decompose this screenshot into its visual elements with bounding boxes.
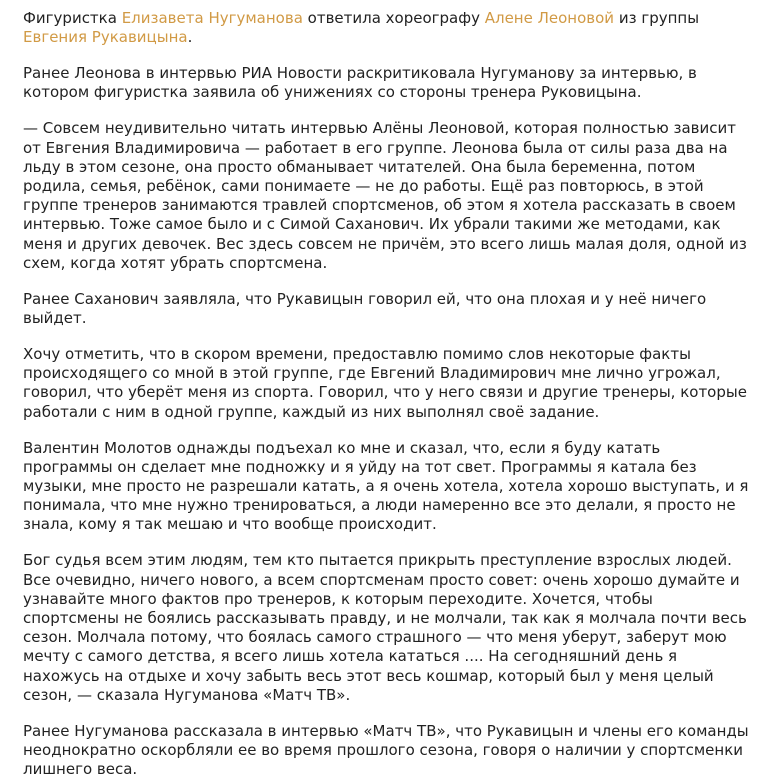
lead-text-2: ответила хореографу xyxy=(302,9,485,27)
lead-text-3: из группы xyxy=(614,9,700,27)
article-paragraph-quote-leonova: — Совсем неудивительно читать интервью Алёны Леоновой, которая полностью зависит от Евгения Владимировича — работает в его группе. Леонова была от силы раза два на льду в этом сезоне, она просто обманывает читателей. Она была беременна, потом родила, семья, ребёнок, сами понимаете — не до работы. Ещё раз повторюсь, в этой группе тренеров занимаются травлей спортсменов, об этом я хотела рассказать в своем интервью. Тоже самое было и с Симой Саханович. Их убрали такими же методами, как меня и других девочек. Вес здесь совсем не причём, это всего лишь малая доля, одной из схем, когда хотят убрать спортсмена. xyxy=(23,119,747,272)
article-paragraph-quote-advice: Бог судья всем этим людям, тем кто пытается прикрыть преступление взрослых людей. Все очевидно, ничего нового, а всем спортсменам просто совет: очень хорошо думайте и узнавайте много фактов про тренеров, к которым переходите. Хочется, чтобы спортсмены не боялись рассказывать правду, и не молчали, так как я молчала почти весь сезон. Молчала потому, что боялась самого страшного — что меня уберут, заберут мою мечту с самого детства, я всего лишь хотела кататься .... На сегодняшний день я нахожусь на отдыхе и хочу забыть весь этот весь кошмар, который был у меня целый сезон, — сказала Нугуманова «Матч ТВ». xyxy=(23,551,747,704)
link-alena-leonova[interactable]: Алене Леоновой xyxy=(484,9,615,27)
article-paragraph-match-tv: Ранее Нугуманова рассказала в интервью «Матч ТВ», что Рукавицын и члены его команды неоднократно оскорбляли ее во время прошлого сезона, говоря о наличии у спортсменки лишнего веса. xyxy=(23,721,749,779)
lead-text-4: . xyxy=(187,28,193,47)
link-evgeny-rukavitsyn[interactable]: Евгения Рукавицына xyxy=(23,28,188,47)
lead-text-1: Фигуристка xyxy=(23,9,122,27)
article-paragraph-sakhanovich: Ранее Саханович заявляла, что Рукавицын говорил ей, что она плохая и у неё ничего выйдет. xyxy=(23,289,707,328)
article-paragraph-quote-molotov: Валентин Молотов однажды подъехал ко мне и сказал, что, если я буду катать программы он сделает мне подножку и я уйду на тот свет. Программы я катала без музыки, мне просто не разрешали катать, а я очень хотела, хотела хорошо выступать, и я понимала, что мне нужно тренироваться, а люди намеренно все это делали, я просто не знала, кому я так мешаю и что вообще происходит. xyxy=(23,438,749,534)
article-paragraph-leonova-criticism: Ранее Леонова в интервью РИА Новости раскритиковала Нугуманову за интервью, в котором фигуристка заявила об унижениях со стороны тренера Руковицына. xyxy=(23,64,697,102)
link-elizaveta-nugumanova[interactable]: Елизавета Нугуманова xyxy=(121,9,303,27)
article-lead-paragraph xyxy=(23,9,753,47)
article-paragraph-quote-threats: Хочу отметить, что в скором времени, предоставлю помимо слов некоторые факты происходящего со мной в этой группе, где Евгений Владимирович мне лично угрожал, говорил, что уберёт меня из спорта. Говорил, что у него связи и другие тренеры, которые работали с ним в одной группе, каждый из них выполнял своё задание. xyxy=(23,345,747,421)
